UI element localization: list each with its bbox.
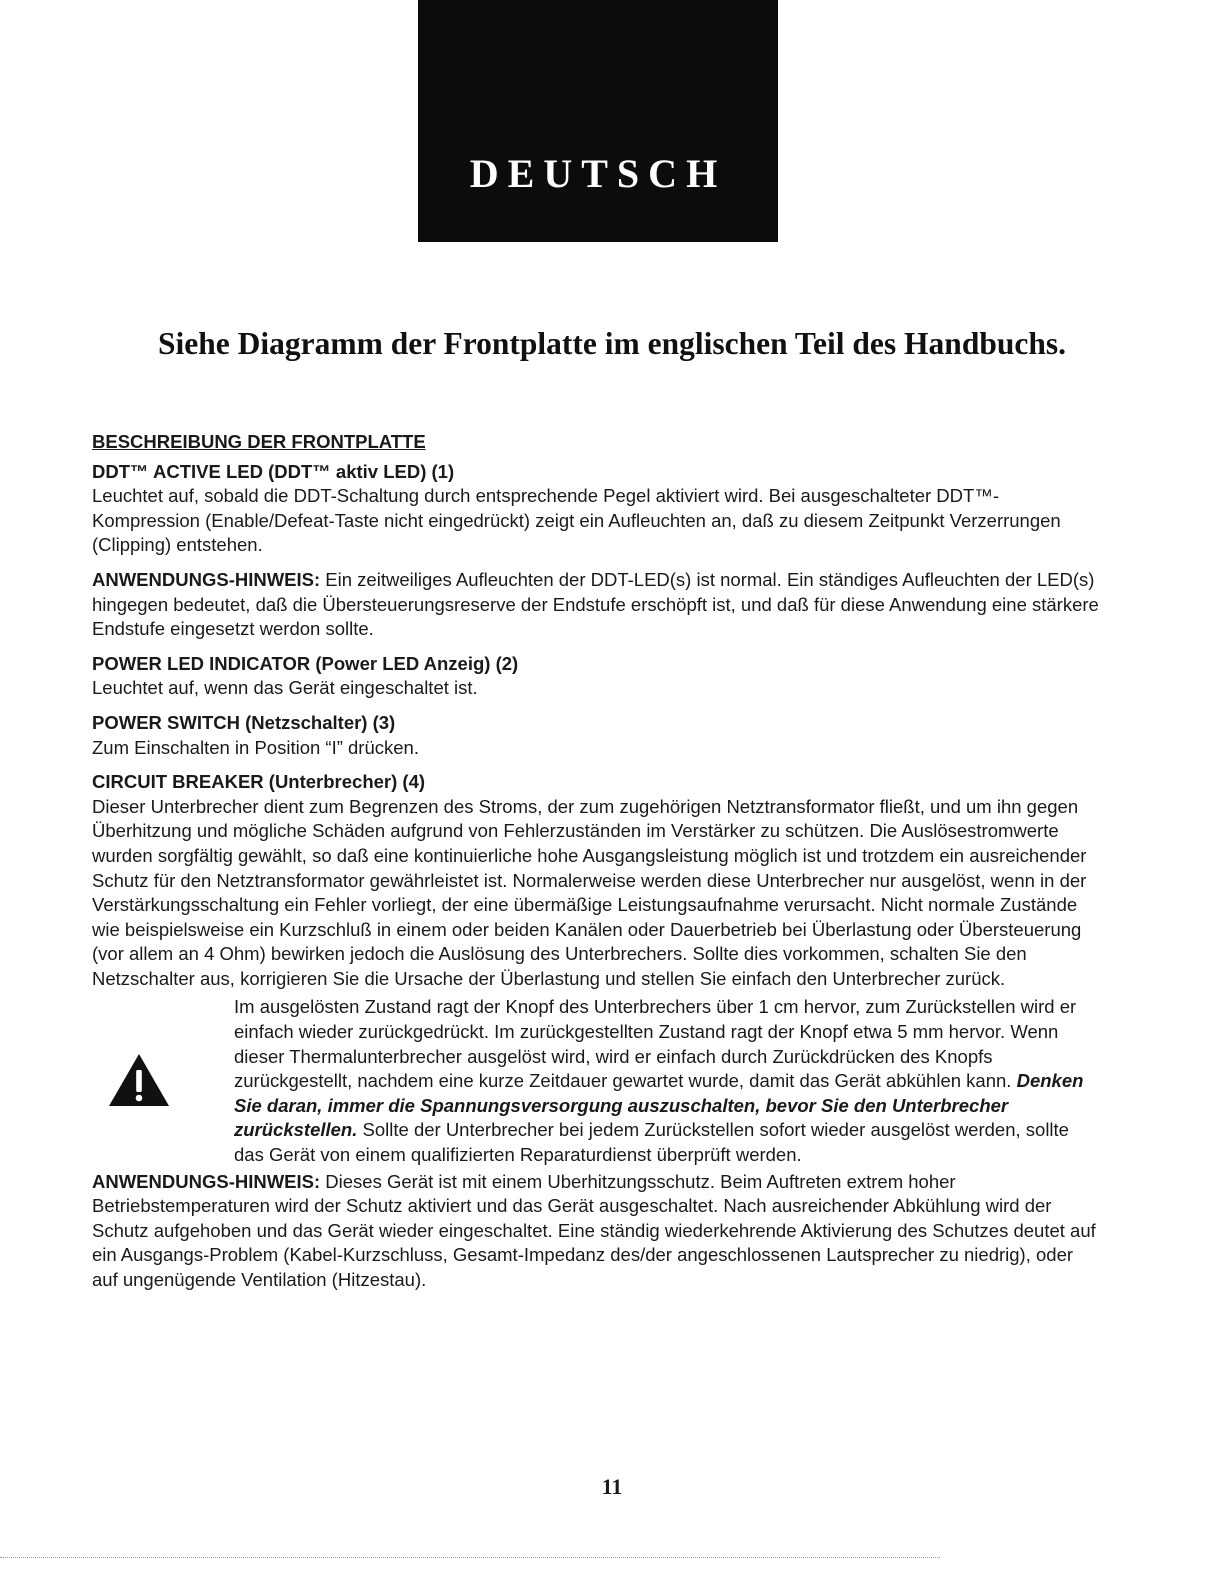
section-title: BESCHREIBUNG DER FRONTPLATTE [92,431,426,452]
application-note-2 [92,1170,1102,1293]
note-label: ANWENDUNGS-HINWEIS: [92,568,321,590]
item-title: CIRCUIT BREAKER (Unterbrecher) (4) [92,771,426,793]
page-number: 11 [601,1474,623,1499]
item-ddt-active-led [92,460,1102,558]
warning-text [234,995,1102,1167]
main-content [92,430,1102,1303]
application-note-1 [92,568,1102,642]
item-text: Dieser Unterbrecher dient zum Begrenzen des Stroms, der zum zugehörigen Netztransformator fließt, und um ihn gegen Überhitzung und mögliche Schäden aufgrund von Fehlerzuständen im Verstärker zu schützen. Die Auslösestromwerte wurden sorgfältig gewählt, so daß eine kontinuierliche hohe Ausgangsleistung möglich ist und trotzdem ein ausreichender Schutz für den Netztransformator gewährleistet ist. Normalerweise werden diese Unterbrecher nur ausgelöst, wenn in der Verstärkungsschaltung ein Fehler vorliegt, der eine übermäßige Leistungsaufnahme verursacht. Nicht normale Zustände wie beispielsweise ein Kurzschluß in einem oder beiden Kanälen oder Dauerbetrieb bei Überlastung oder Übersteuerung (vor allem an 4 Ohm) bewirken jedoch die Auslösung des Unterbrechers. Sollte dies vorkommen, schalten Sie den Netzschalter aus, korrigieren Sie die Ursache der Überlastung und stellen Sie einfach den Unterbrecher zurück. [92,795,1087,989]
item-circuit-breaker [92,770,1102,991]
warning-text-before: Im ausgelösten Zustand ragt der Knopf des Unterbrechers über 1 cm hervor, zum Zurückstellen wird er einfach wieder zurückgedrückt. Im zurückgestellten Zustand ragt der Knopf etwa 5 mm hervor. Wenn dieser Thermalunterbrecher ausgelöst wird, wird er einfach durch Zurückdrücken des Knopfs zurückgestellt, nachdem eine kurze Zeitdauer gewartet wurde, damit das Gerät abkühlen kann. [234,996,1077,1092]
language-header-box [418,0,778,242]
warning-text-bold: Denken Sie daran, immer die Spannungsversorgung auszuschalten, bevor Sie den Unterbrecher zurückstellen. [234,1070,1084,1141]
item-text: Zum Einschalten in Position “I” drücken. [92,736,419,758]
item-title: POWER LED INDICATOR (Power LED Anzeig) (2) [92,652,519,674]
note-text: Dieses Gerät ist mit einem Uberhitzungsschutz. Beim Auftreten extrem hoher Betriebstemperaturen wird der Schutz aktiviert und das Gerät ausgeschaltet. Nach ausreichender Abkühlung wird der Schutz aufgehoben und das Gerät wieder eingeschaltet. Eine ständig wiederkehrende Aktivierung des Schutzes deutet auf ein Ausgangs-Problem (Kabel-Kurzschluss, Gesamt-Impedanz des/der angeschlossenen Lautsprecher zu niedrig), oder auf ungenügende Ventilation (Hitzestau). [92,1170,1096,1290]
warning-block [92,995,1102,1167]
scan-artifact-line [0,1557,940,1558]
warning-triangle-icon [108,1053,170,1107]
note-label: ANWENDUNGS-HINWEIS: [92,1170,321,1192]
item-text: Leuchtet auf, sobald die DDT-Schaltung durch entsprechende Pegel aktiviert wird. Bei ausgeschalteter DDT™-Kompression (Enable/Defeat-Taste nicht eingedrückt) zeigt ein Aufleuchten an, daß zu diesem Zeitpunkt Verzerrungen (Clipping) entstehen. [92,485,1061,556]
language-title: DEUTSCH [469,151,727,196]
note-text: Ein zeitweiliges Aufleuchten der DDT-LED(s) ist normal. Ein ständiges Aufleuchten der LED(s) hingegen bedeutet, daß die Übersteuerungsreserve der Endstufe erschöpft ist, und daß für diese Anwendung eine stärkere Endstufe eingesetzt werdon sollte. [92,568,1099,640]
item-power-led-indicator [92,652,1102,701]
item-text: Leuchtet auf, wenn das Gerät eingeschaltet ist. [92,677,478,699]
item-title: POWER SWITCH (Netzschalter) (3) [92,711,396,733]
page-subtitle: Siehe Diagramm der Frontplatte im englischen Teil des Handbuchs. [157,326,1067,361]
warning-text-after: Sollte der Unterbrecher bei jedem Zurückstellen sofort wieder ausgelöst werden, sollte das Gerät von einem qualifizierten Reparaturdienst überprüft werden. [234,1119,1069,1166]
item-power-switch [92,711,1102,760]
item-title: DDT™ ACTIVE LED (DDT™ aktiv LED) (1) [92,460,455,482]
